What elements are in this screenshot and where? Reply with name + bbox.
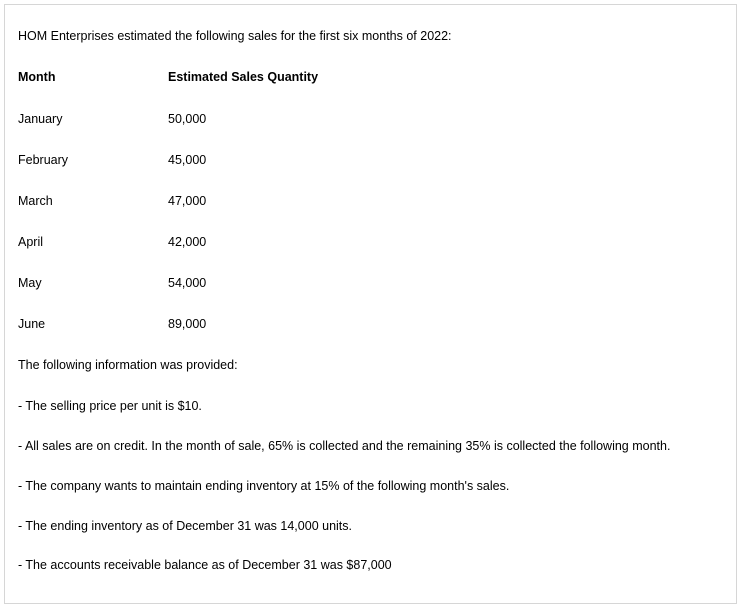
table-cell-quantity: 47,000 bbox=[168, 194, 207, 208]
table-cell-month: February bbox=[18, 153, 69, 167]
table-cell-month: March bbox=[18, 194, 53, 208]
document-frame bbox=[4, 4, 737, 604]
info-item-receivable: - The accounts receivable balance as of December 31 was $87,000 bbox=[18, 558, 392, 572]
table-cell-quantity: 50,000 bbox=[168, 112, 207, 126]
table-cell-quantity: 89,000 bbox=[168, 317, 207, 331]
table-cell-month: April bbox=[18, 235, 44, 249]
table-cell-month: January bbox=[18, 112, 63, 126]
info-item-credit: - All sales are on credit. In the month of sale, 65% is collected and the remaining 35% is collected the following month. bbox=[18, 439, 671, 453]
table-header-month: Month bbox=[18, 70, 56, 84]
info-item-ending-inventory: - The ending inventory as of December 31 was 14,000 units. bbox=[18, 519, 352, 533]
table-cell-quantity: 45,000 bbox=[168, 153, 207, 167]
table-cell-month: June bbox=[18, 317, 46, 331]
table-cell-month: May bbox=[18, 276, 42, 290]
intro-text: HOM Enterprises estimated the following sales for the first six months of 2022: bbox=[18, 29, 452, 43]
info-heading: The following information was provided: bbox=[18, 358, 238, 372]
info-item-inventory-policy: - The company wants to maintain ending inventory at 15% of the following month's sales. bbox=[18, 479, 510, 493]
table-header-quantity: Estimated Sales Quantity bbox=[168, 70, 319, 84]
table-cell-quantity: 54,000 bbox=[168, 276, 207, 290]
table-cell-quantity: 42,000 bbox=[168, 235, 207, 249]
info-item-price: - The selling price per unit is $10. bbox=[18, 399, 202, 413]
